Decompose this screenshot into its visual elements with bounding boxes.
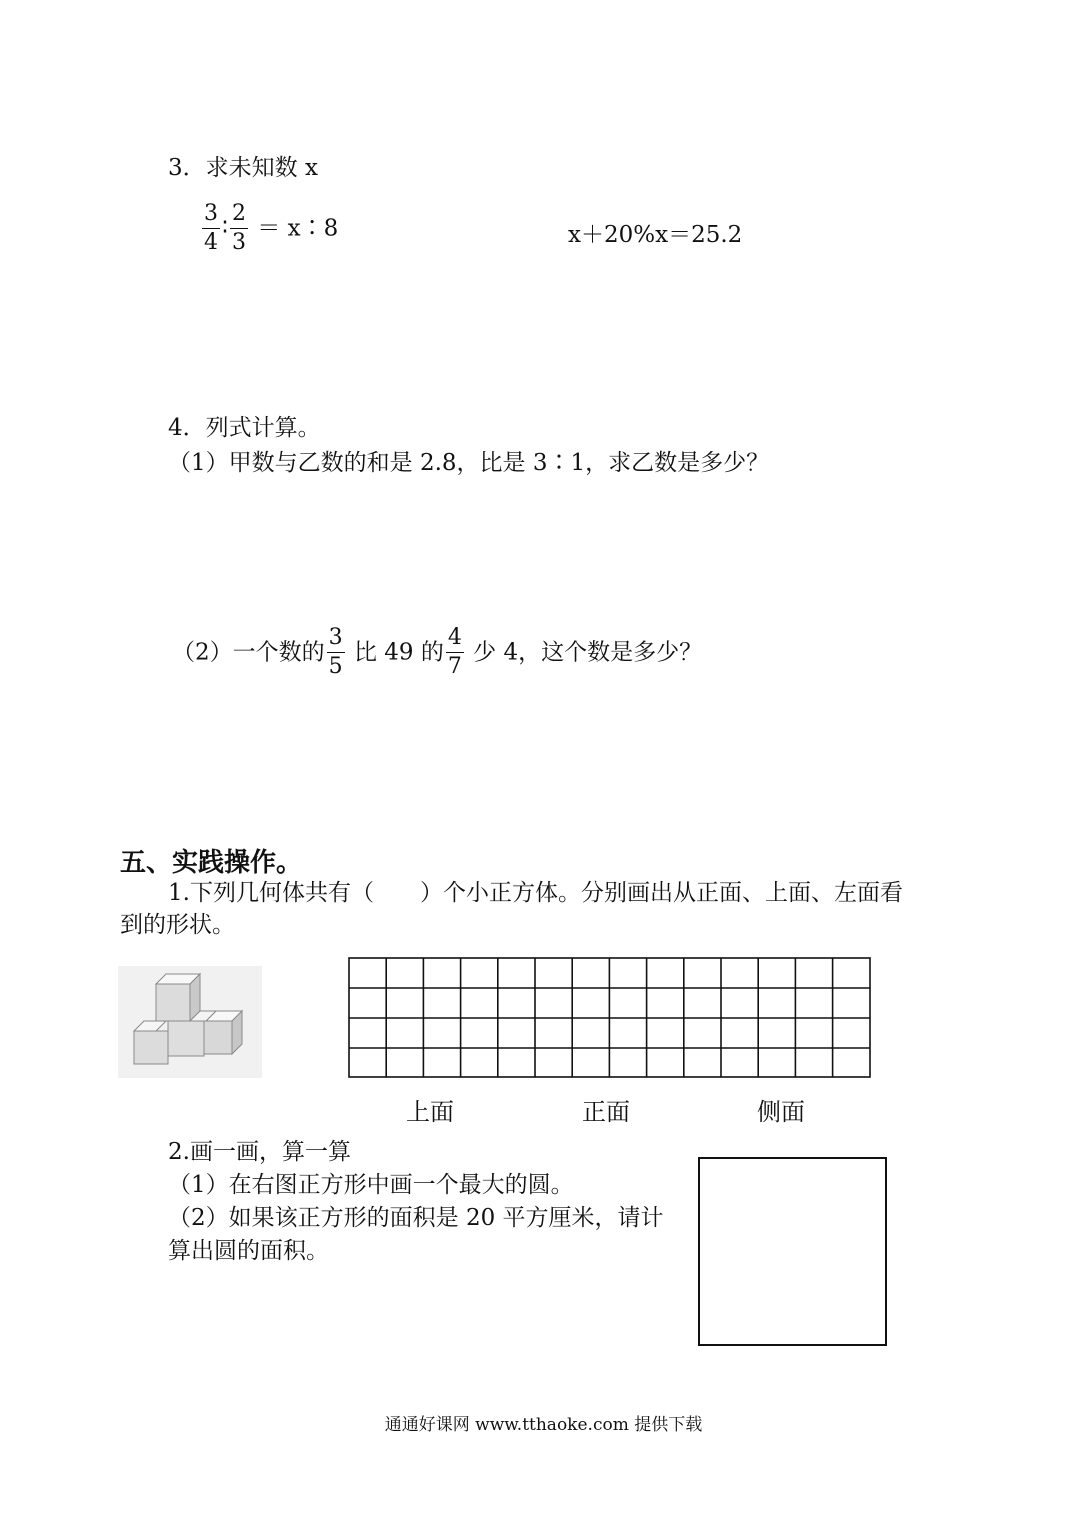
section4-question-2: （2）一个数的 $\frac{3}{5}$ 比 49 的 $\frac{4}{7}$ 少 4，这个数是多少？ (172, 625, 703, 679)
fraction-3-4: $\frac{3}{4}$ (204, 201, 218, 255)
fraction-4-7: $\frac{4}{7}$ (447, 625, 462, 679)
section5-question-1-line2: 到的形状。 (120, 912, 235, 938)
section5-question-2-title: 2.画一画，算一算 (168, 1139, 351, 1165)
cube-stack-illustration (118, 966, 262, 1078)
section5-question-1-line1: 1.下列几何体共有（ ）个小正方体。分别画出从正面、上面、左面看 (168, 880, 903, 906)
grid-label-top: 上面 (406, 1098, 454, 1126)
drawing-grid[interactable] (348, 957, 872, 1083)
fraction-3-5: $\frac{3}{5}$ (328, 625, 343, 679)
grid-label-front: 正面 (582, 1098, 630, 1126)
cube-figure (118, 966, 262, 1078)
section4-question-1: （1）甲数与乙数的和是 2.8，比是 3∶1，求乙数是多少？ (168, 450, 770, 476)
section5-question-2-part2-line1: （2）如果该正方形的面积是 20 平方厘米，请计 (168, 1205, 664, 1231)
equation-percent: x＋20%x＝25.2 (568, 222, 743, 248)
equation-proportion: $\frac{3}{4}$ ∶ $\frac{2}{3}$ ＝ x∶8 (204, 201, 339, 255)
section5-question-2-part2-line2: 算出圆的面积。 (168, 1238, 329, 1264)
page-footer: 通通好课网 www.tthaoke.com 提供下载 (384, 1415, 703, 1435)
section5-heading: 五、实践操作。 (120, 848, 303, 878)
drawing-square[interactable] (698, 1157, 887, 1346)
section3-title: 3．求未知数 x (168, 155, 318, 181)
fraction-2-3: $\frac{2}{3}$ (232, 201, 246, 255)
grid-label-side: 侧面 (757, 1098, 805, 1126)
section4-title: 4．列式计算。 (168, 415, 321, 441)
section5-question-2-part1: （1）在右图正方形中画一个最大的圆。 (168, 1172, 574, 1198)
grid-lines (348, 957, 872, 1079)
